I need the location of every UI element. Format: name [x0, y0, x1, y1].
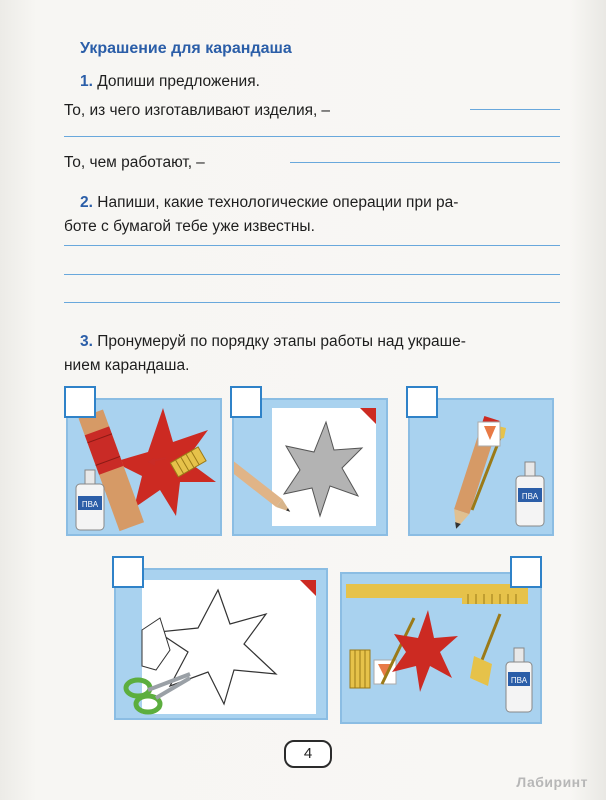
svg-text:ПВА: ПВА	[510, 676, 528, 685]
task2-instruction-cont: боте с бумагой тебе уже известны.	[64, 218, 315, 235]
answer-line-4[interactable]	[64, 274, 560, 275]
step-card-cut	[114, 568, 328, 720]
task1-number: 1.	[80, 73, 93, 90]
glue-bottle-icon	[506, 648, 532, 712]
rolled-fringe-icon	[350, 650, 370, 688]
brush-icon-2	[470, 614, 500, 686]
order-checkbox-3[interactable]	[406, 386, 438, 418]
page-number: 4	[284, 740, 332, 768]
task1-instruction	[80, 70, 260, 94]
step-card-trace	[232, 398, 388, 536]
answer-line-3[interactable]	[64, 245, 560, 246]
watermark: Лабиринт	[516, 774, 588, 790]
page-title: Украшение для карандаша	[80, 40, 292, 57]
glue-bottle-icon	[76, 470, 104, 530]
step-card-fringe	[340, 572, 542, 724]
step-card-assemble	[408, 398, 554, 536]
paper-strip-fringe	[346, 584, 528, 604]
order-checkbox-4[interactable]	[112, 556, 144, 588]
answer-line-1b[interactable]	[64, 136, 560, 137]
task1-sentence1: То, из чего изготавливают изделия, –	[64, 102, 330, 119]
task3-instruction-cont: нием карандаша.	[64, 357, 190, 374]
answer-line-5[interactable]	[64, 302, 560, 303]
step-card-glue-flower	[66, 398, 222, 536]
order-checkbox-2[interactable]	[230, 386, 262, 418]
task1-sentence2: То, чем работают, –	[64, 154, 205, 171]
flower-icon	[392, 610, 458, 692]
order-checkbox-1[interactable]	[64, 386, 96, 418]
svg-text:ПВА: ПВА	[81, 500, 99, 509]
task3-instruction: 3. Пронумеруй по порядку этапы работы над украше-	[80, 333, 466, 350]
answer-line-1a[interactable]	[470, 109, 560, 110]
answer-line-2[interactable]	[290, 162, 560, 163]
task2-instruction: 2. Напиши, какие технологические операции при ра-	[80, 194, 459, 211]
glue-bottle-icon	[516, 462, 544, 526]
task1-text: Допиши предложения.	[97, 73, 260, 90]
order-checkbox-5[interactable]	[510, 556, 542, 588]
svg-text:ПВА: ПВА	[521, 492, 539, 501]
